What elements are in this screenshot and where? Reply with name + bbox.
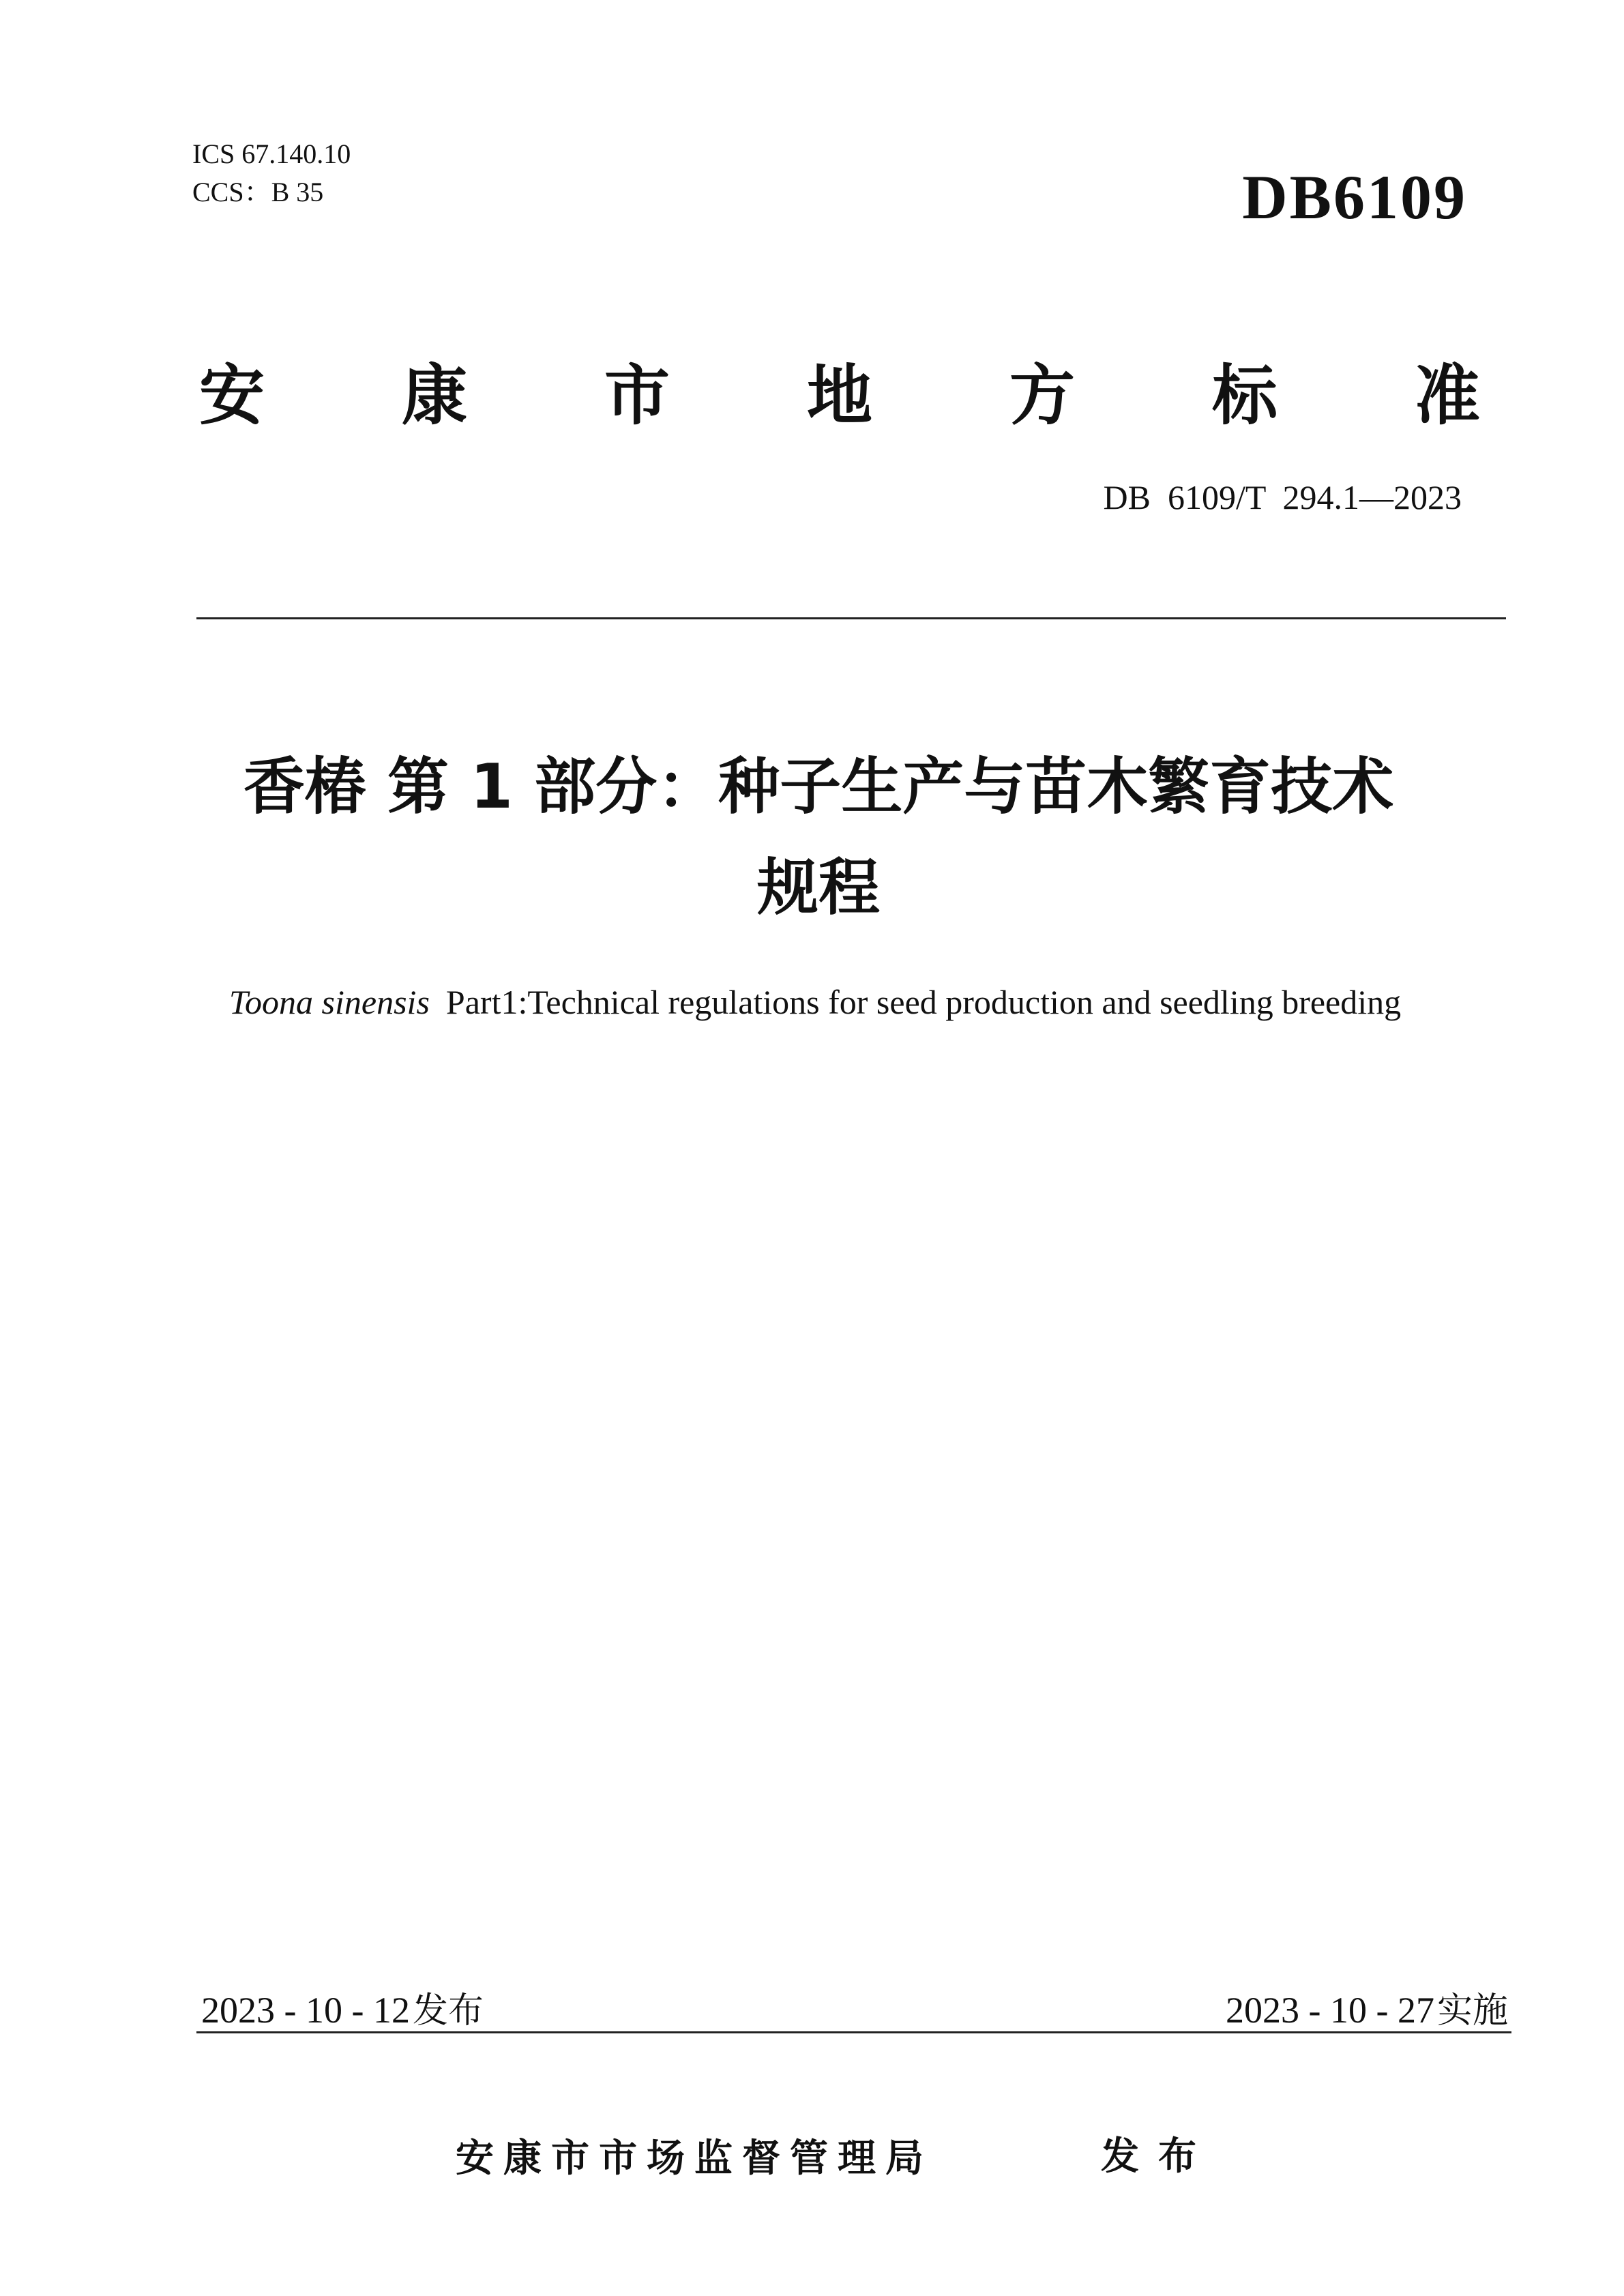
standard-number: DB 6109/T 294.1—2023 [1103,478,1462,516]
title-english [123,982,1507,1022]
implementation-date-block [1226,1982,1508,2033]
title-chinese [143,737,1494,939]
publish-label: 发布 [1101,2134,1215,2179]
publisher-name: 安康市市场监督管理局 [456,2136,933,2181]
issue-date: 2023 - 10 - 12 [201,1990,410,2031]
implementation-date: 2023 - 10 - 27 [1226,1990,1434,2031]
ccs-code: CCS：B 35 [192,177,324,207]
title-english-text: Part1:Technical regulations for seed production and seedling breeding [445,983,1402,1021]
issue-date-block [201,1982,484,2033]
standard-type-char: 安 [199,357,265,434]
title-chinese-line-2: 规程 [757,852,880,924]
standard-code: DB6109 [1242,162,1467,232]
ics-code: ICS 67.140.10 [192,138,351,169]
bottom-divider [196,2031,1511,2033]
implementation-label: 实施 [1436,1990,1508,2031]
top-divider [196,617,1506,619]
standard-type-char: 准 [1415,357,1480,434]
standard-type-char: 方 [1009,357,1075,434]
standard-type-char: 地 [807,357,872,434]
standard-type-char: 标 [1212,357,1278,434]
title-chinese-line-1: 香椿 第 1 部分：种子生产与苗木繁育技术 [243,751,1394,823]
title-english-species: Toona sinensis [228,983,430,1021]
classification-codes [192,135,351,211]
standard-type-char: 市 [604,357,670,434]
standard-type-heading [199,355,1480,437]
standard-type-char: 康 [402,357,467,434]
issue-label: 发布 [412,1990,484,2031]
